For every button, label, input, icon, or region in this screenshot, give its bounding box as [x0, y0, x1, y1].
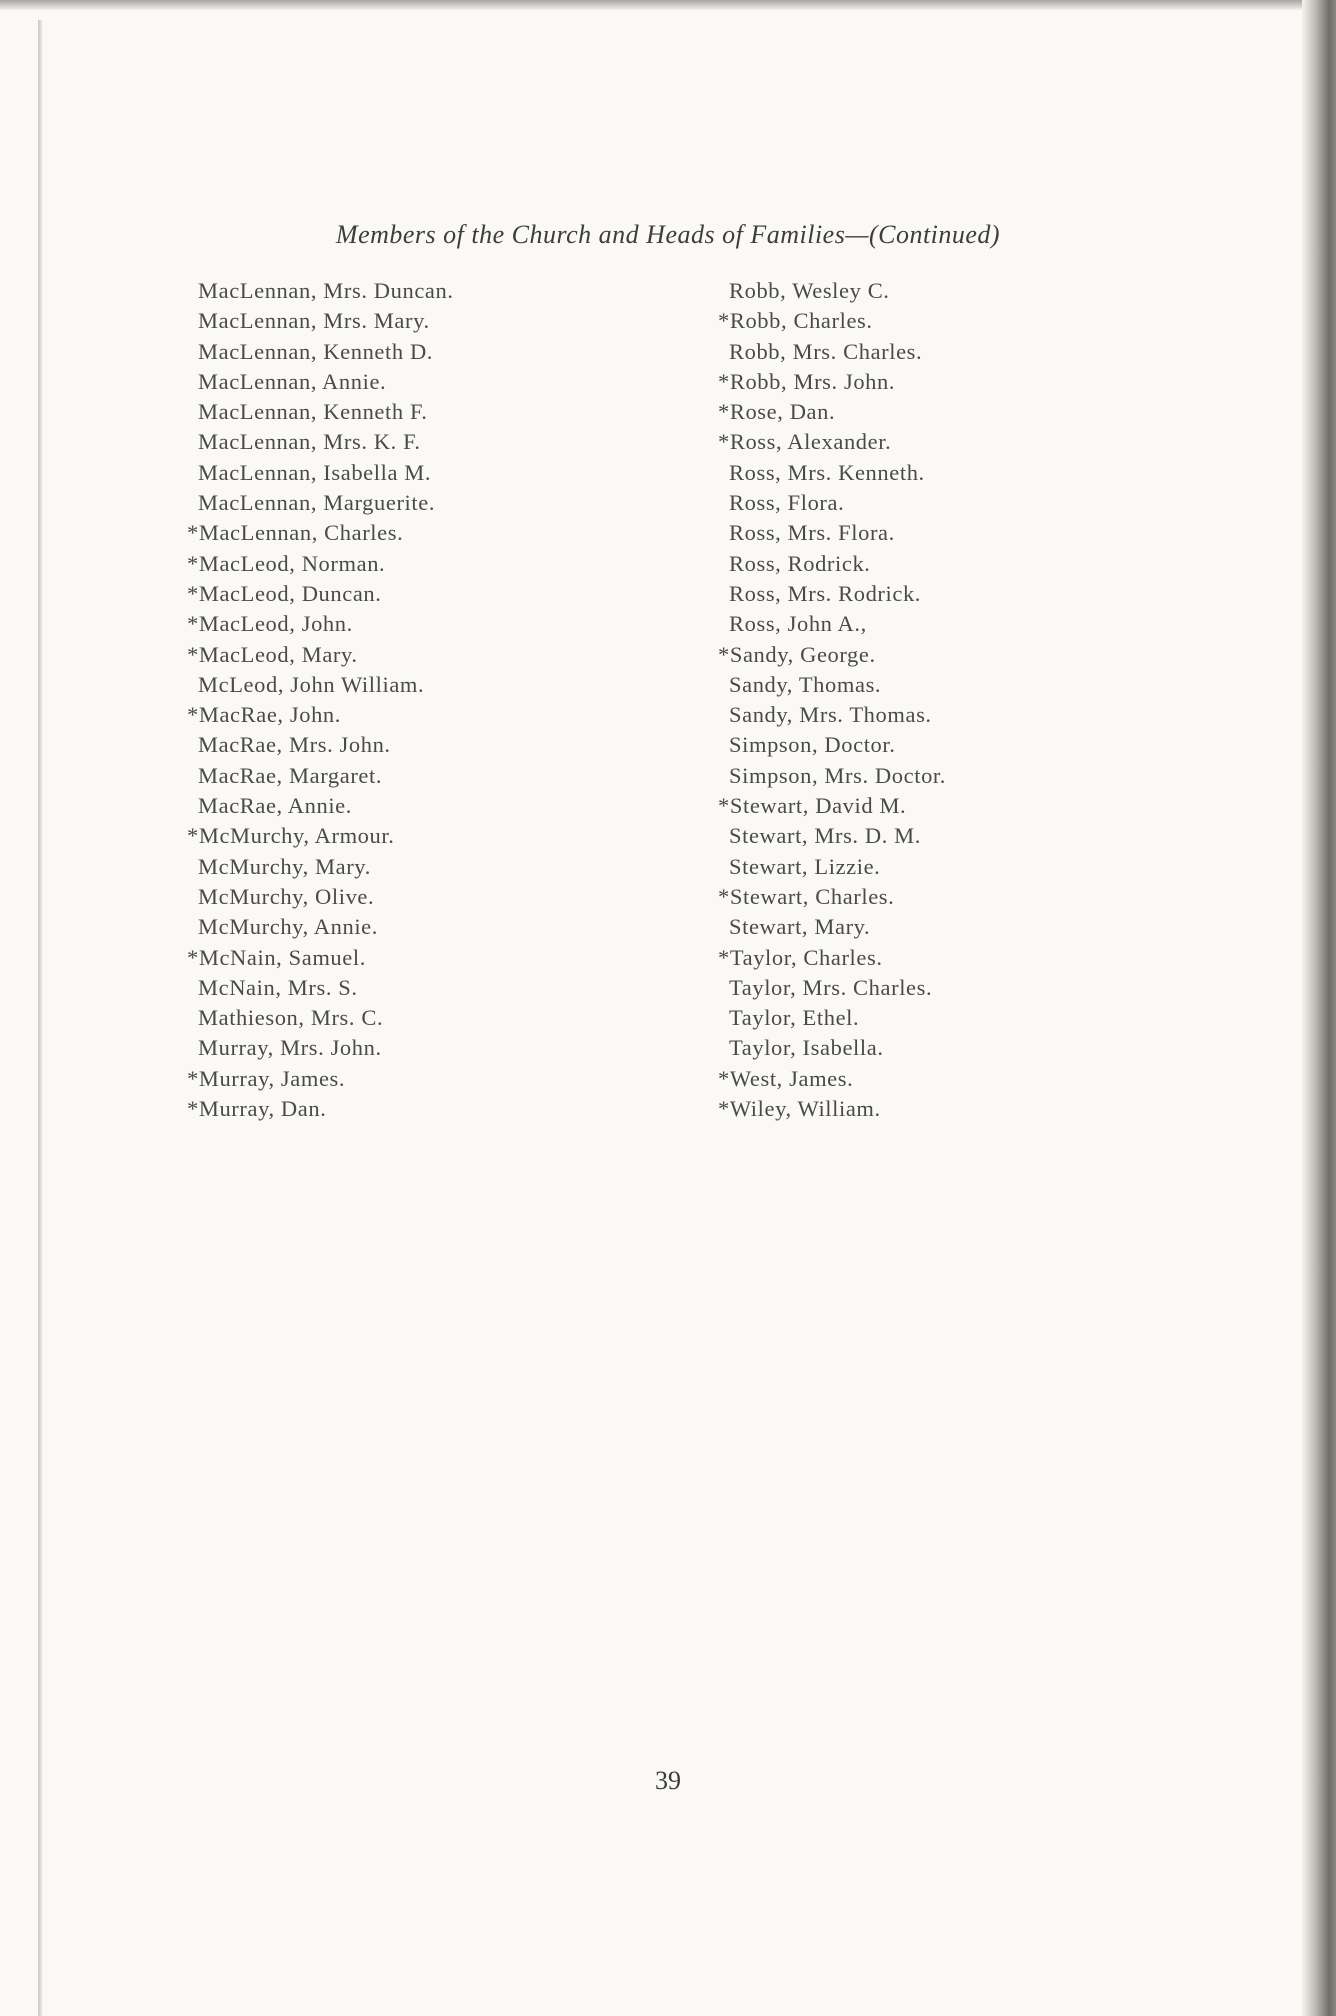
member-entry: *McMurchy, Armour.	[187, 823, 395, 849]
member-entry: McMurchy, Olive.	[198, 883, 375, 909]
member-entry: *Murray, Dan.	[187, 1096, 327, 1122]
member-entry: *MacLennan, Charles.	[187, 520, 404, 546]
member-entry: *MacLeod, Mary.	[187, 641, 358, 667]
page-right-edge	[1302, 0, 1336, 2016]
member-entry: *Robb, Mrs. John.	[718, 368, 896, 394]
member-entry: Ross, Flora.	[729, 490, 845, 516]
member-entry: Stewart, Mary.	[729, 914, 871, 940]
member-entry: MacLennan, Kenneth F.	[198, 399, 428, 425]
member-entry: *Murray, James.	[187, 1065, 346, 1091]
member-entry: *West, James.	[718, 1065, 854, 1091]
member-entry: Stewart, Mrs. D. M.	[729, 823, 922, 849]
member-entry: McMurchy, Annie.	[198, 914, 378, 940]
left-name-column	[187, 276, 454, 1124]
member-entry: Sandy, Mrs. Thomas.	[729, 702, 932, 728]
member-entry: *Robb, Charles.	[718, 308, 873, 334]
member-entry: McLeod, John William.	[198, 671, 425, 697]
member-entry: Taylor, Ethel.	[729, 1005, 860, 1031]
member-entry: Simpson, Doctor.	[729, 732, 896, 758]
member-entry: MacRae, Annie.	[198, 793, 352, 819]
member-entry: *MacLeod, John.	[187, 611, 353, 637]
page-number: 39	[655, 1766, 681, 1795]
member-entry: MacLennan, Mrs. K. F.	[198, 429, 421, 455]
member-entry: *Stewart, Charles.	[718, 883, 895, 909]
member-entry: MacLennan, Isabella M.	[198, 459, 432, 485]
member-entry: Sandy, Thomas.	[729, 671, 882, 697]
member-entry: MacLennan, Marguerite.	[198, 490, 436, 516]
member-entry: *MacLeod, Duncan.	[187, 580, 382, 606]
member-entry: Robb, Wesley C.	[729, 278, 890, 303]
member-entry: McNain, Mrs. S.	[198, 974, 358, 1000]
member-entry: *Wiley, William.	[718, 1096, 881, 1122]
member-entry: Robb, Mrs. Charles.	[729, 338, 923, 364]
member-entry: *Taylor, Charles.	[718, 944, 883, 970]
member-entry: *Stewart, David M.	[718, 793, 907, 819]
page-top-edge	[0, 0, 1336, 10]
member-entry: Ross, Mrs. Rodrick.	[729, 580, 922, 606]
member-entry: Taylor, Isabella.	[729, 1035, 884, 1061]
member-entry: MacLennan, Mrs. Duncan.	[198, 278, 454, 303]
member-entry: Murray, Mrs. John.	[198, 1035, 382, 1061]
member-entry: *Rose, Dan.	[718, 399, 836, 425]
member-entry: MacRae, Mrs. John.	[198, 732, 391, 758]
member-entry: Ross, Mrs. Flora.	[729, 520, 895, 546]
member-entry: Stewart, Lizzie.	[729, 853, 881, 879]
member-entry: MacRae, Margaret.	[198, 762, 383, 788]
member-entry: Ross, John A.,	[729, 611, 867, 637]
member-entry: MacLennan, Kenneth D.	[198, 338, 434, 364]
member-entry: Simpson, Mrs. Doctor.	[729, 762, 946, 788]
page-header: Members of the Church and Heads of Families—(Continued)	[335, 220, 1001, 249]
member-entry: MacLennan, Annie.	[198, 368, 387, 394]
member-entry: Taylor, Mrs. Charles.	[729, 974, 933, 1000]
member-entry: *MacRae, John.	[187, 702, 341, 728]
right-name-column	[718, 276, 946, 1124]
member-entry: Ross, Rodrick.	[729, 550, 871, 576]
member-entry: Ross, Mrs. Kenneth.	[729, 459, 925, 485]
member-entry: *MacLeod, Norman.	[187, 550, 386, 576]
member-entry: MacLennan, Mrs. Mary.	[198, 308, 430, 334]
member-entry: Mathieson, Mrs. C.	[198, 1005, 384, 1031]
page-binding-edge	[38, 20, 42, 2016]
member-entry: *Sandy, George.	[718, 641, 876, 667]
member-entry: *Ross, Alexander.	[718, 429, 892, 455]
member-entry: McMurchy, Mary.	[198, 853, 371, 879]
member-entry: *McNain, Samuel.	[187, 944, 366, 970]
